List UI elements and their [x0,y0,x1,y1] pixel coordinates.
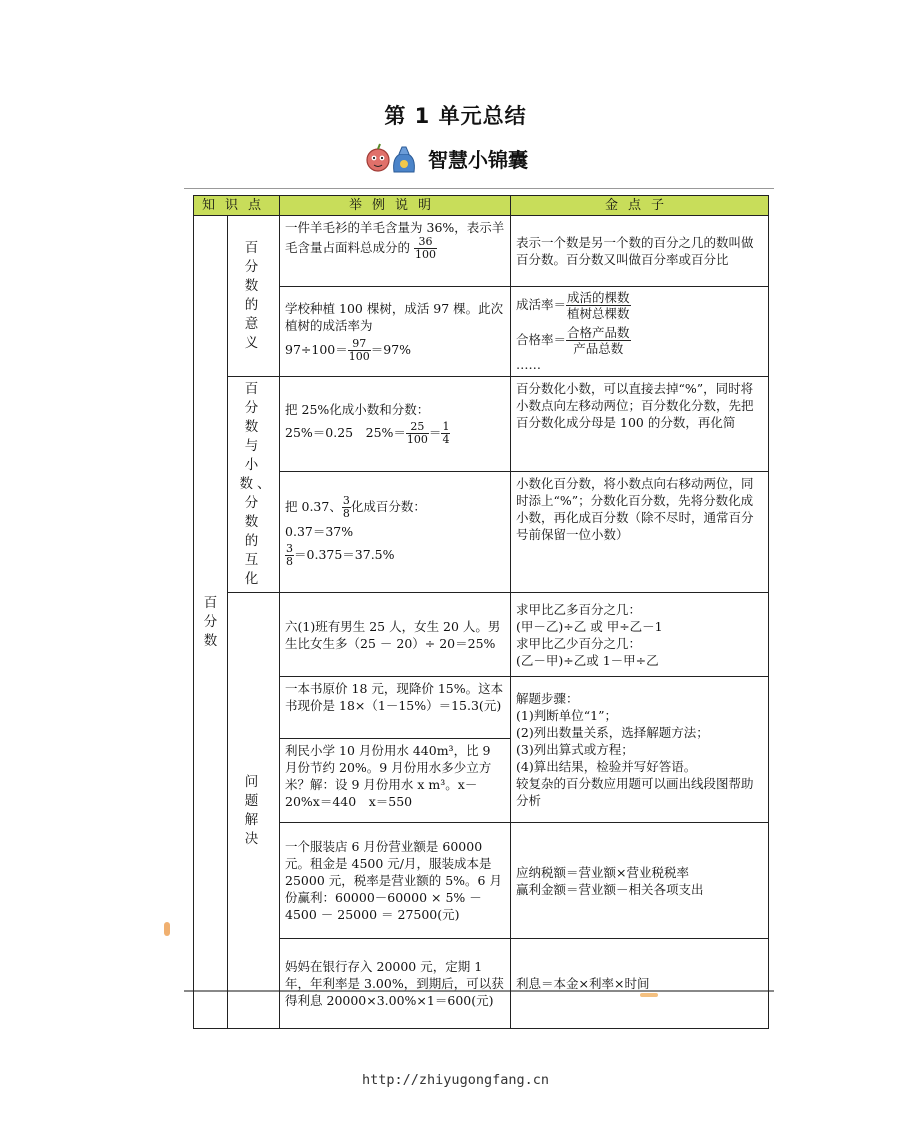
tip-cell [511,471,769,592]
tip-text: 利息＝本金×利率×时间 [516,976,650,991]
example-cell [280,939,511,1029]
example-text: 妈妈在银行存入 20000 元，定期 1 年，年利率是 3.00%，到期后，可以获得利息 20000×3.00%×1＝600(元) [285,959,504,1008]
example-cell [280,471,511,592]
fraction: $\frac{97}{100}$ [348,337,370,363]
tip-cell [511,677,769,823]
header-tips: 金点子 [511,196,769,216]
example-text: 一件羊毛衫的羊毛含量为 36%，表示羊毛含量占面料总成分的 [285,220,505,255]
example-text: 学校种植 100 棵树，成活 97 棵。此次植树的成活率为 [285,301,504,333]
tip-cell [511,216,769,287]
example-cell [280,593,511,677]
page-title: 第 1 单元总结 [384,104,527,128]
example-text: 一个服装店 6 月份营业额是 60000 元。租金是 4500 元/月，服装成本是 25000 元，税率是营业额的 5%。6 月份赢利：60000－60000 × 5% － 4500 － 25000 ＝ 27500(元) [285,839,502,922]
example-cell [280,823,511,939]
decorative-mark [640,993,658,997]
table-row [194,677,769,739]
tip-cell [511,377,769,472]
tip-text: (乙－甲)÷乙或 1－甲÷乙 [516,652,659,668]
tip-text: (1)判断单位“1”； [516,708,617,723]
table-row [194,939,769,1029]
tip-text: 较复杂的百分数应用题可以画出线段图帮助分析 [516,776,754,808]
example-text: 利民小学 10 月份用水 440m³，比 9 月份节约 20%。9 月份用水多少立方米？解：设 9 月份用水 x m³。x－20%x＝440 x＝550 [285,743,492,809]
section-label-cell [228,377,280,593]
subtitle: 智慧小锦囊 [428,147,528,172]
tip-text: 求甲比乙多百分之几： [516,601,642,617]
tip-cell [511,593,769,677]
example-text: 把 0.37、 $\frac{3}{8}$ 化成百分数： [285,494,426,521]
tip-cell [511,287,769,377]
section-label: 百分数的意义 [244,240,263,351]
topic-label: 百分数 [203,594,218,649]
table-row [194,216,769,287]
tip-text: (4)算出结果，检验并写好答语。 [516,759,697,774]
table-row [194,471,769,592]
table-header-row [194,196,769,216]
tip-cell [511,823,769,939]
section-label-cell [228,593,280,1029]
tip-text: 求甲比乙少百分之几： [516,635,642,651]
tip-text: 应纳税额＝营业额×营业税税率 [516,864,689,880]
example-cell [280,677,511,739]
decorative-mark [164,922,170,936]
example-cell [280,216,511,287]
example-text: 六(1)班有男生 25 人，女生 20 人。男生比女生多（25 － 20）÷ 20＝25% [285,618,501,651]
example-cell [280,287,511,377]
example-equation: 25%＝0.25 25%＝ $\frac{25}{100}$ ＝ $\frac{1}{4}$ [285,420,450,447]
example-text: 一本书原价 18 元，现降价 15%。这本书现价是 18×（1－15%）＝15.3(元) [285,681,504,713]
tip-text: 解题步骤： [516,691,579,706]
example-equation: $\frac{3}{8}$ ＝0.375＝37.5% [286,542,395,569]
tip-text: (甲－乙)÷乙 或 甲÷乙－1 [516,618,663,634]
section-label-cell [228,216,280,377]
subtitle-row [364,140,528,176]
example-cell [280,739,511,823]
example-cell [280,377,511,472]
example-text: 把 25%化成小数和分数： [285,402,430,418]
tip-text: (2)列出数量关系，选择解题方法； [516,725,709,740]
tip-text: 赢利金额＝营业额－相关各项支出 [516,881,704,897]
tip-text: 小数化百分数，将小数点向右移动两位，同时添上“%”；分数化百分数，先将分数化成小数，再化成百分数（除不尽时，通常百分号前保留一位小数） [516,475,754,542]
tip-text: 表示一个数是另一个数的百分之几的数叫做百分数。百分数又叫做百分率或百分比 [516,235,754,267]
topic-cell [194,216,228,1029]
table-row [194,287,769,377]
tip-cell [511,939,769,1029]
mascot-icon [364,140,420,176]
tip-formula: 合格率＝ $\frac{\text{合格产品数}}{\text{产品总数}}$ [516,325,630,356]
example-equation: 0.37＝37% [285,524,354,540]
tip-text: (3)列出算式或方程； [516,742,634,757]
table-row [194,377,769,472]
tip-text: 百分数化小数，可以直接去掉“%”，同时将小数点向左移动两位；百分数化分数，先把百分数化成分母是 100 的分数，再化简 [516,381,754,430]
footer-url: http://zhiyugongfang.cn [362,1072,549,1088]
section-label: 问题解决 [244,773,263,847]
header-knowledge: 知识点 [194,196,280,216]
header-examples: 举例说明 [280,196,511,216]
table-row [194,593,769,677]
tip-text: …… [516,357,542,372]
summary-table [193,195,769,1029]
example-equation: 97÷100＝ $\frac{97}{100}$ ＝97% [285,337,412,363]
fraction: $\frac{36}{100}$ [415,235,437,261]
section-label: 百分数与小数、分数的互化 [239,381,275,587]
table-row [194,823,769,939]
tip-formula: 成活率＝ $\frac{\text{成活的棵数}}{\text{植树总棵数}}$ [516,290,630,321]
